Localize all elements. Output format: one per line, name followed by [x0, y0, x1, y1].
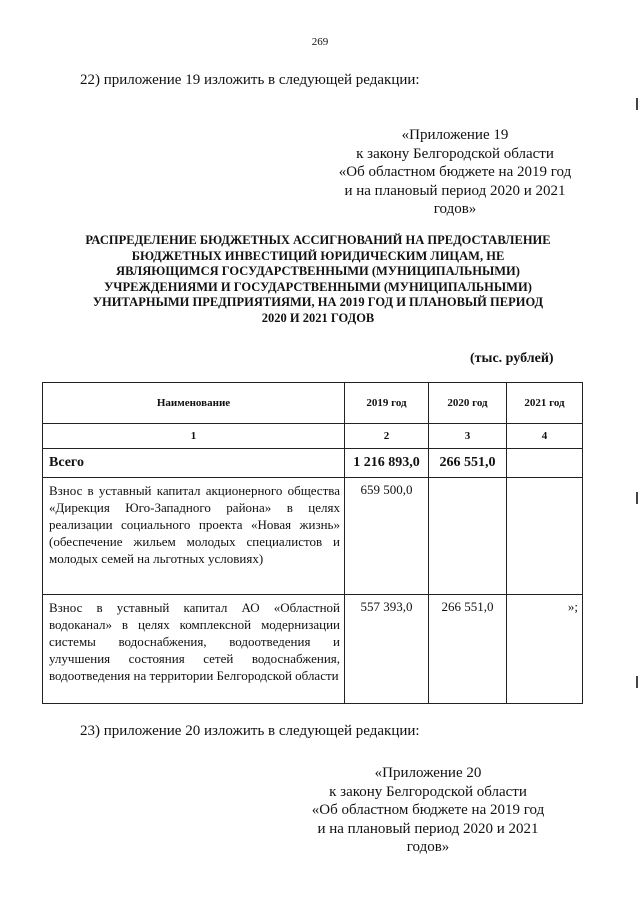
units-label: (тыс. рублей)	[470, 351, 554, 366]
scan-edge-mark	[636, 98, 638, 110]
row-description: Взнос в уставный капитал акционерного общества «Дирекция Юго-Западного района» в целях реализации социального проекта «Новая жизнь» (обеспечение жильем молодых специалистов и молодых семей на льготных условиях)	[43, 478, 345, 595]
table-header-row	[43, 383, 583, 424]
item-22-text: 22) приложение 19 изложить в следующей редакции:	[80, 72, 420, 88]
row-value-2021: »;	[507, 595, 583, 704]
appendix-20-line: «Приложение 20	[374, 765, 482, 781]
table-row	[43, 478, 583, 595]
heading-line: БЮДЖЕТНЫХ ИНВЕСТИЦИЙ ЮРИДИЧЕСКИМ ЛИЦАМ, НЕ	[131, 248, 505, 263]
appendix-20-line: «Об областном бюджете на 2019 год	[311, 802, 545, 818]
total-2019: 1 216 893,0	[345, 449, 429, 478]
total-row	[43, 449, 583, 478]
column-number: 3	[429, 424, 507, 449]
heading-line: 2020 И 2021 ГОДОВ	[261, 310, 375, 325]
column-header-2019: 2019 год	[345, 383, 429, 424]
scan-edge-mark	[636, 492, 638, 504]
heading-line: РАСПРЕДЕЛЕНИЕ БЮДЖЕТНЫХ АССИГНОВАНИЙ НА ПРЕДОСТАВЛЕНИЕ	[85, 233, 551, 247]
column-number: 2	[345, 424, 429, 449]
page-number: 269	[311, 36, 329, 48]
row-value-2020	[429, 478, 507, 595]
appendix-19-line: к закону Белгородской области	[356, 145, 554, 162]
appendix-20-caption	[300, 764, 556, 857]
table-row	[43, 595, 583, 704]
total-2021	[507, 449, 583, 478]
document-heading	[58, 233, 578, 327]
row-value-2021	[507, 478, 583, 595]
column-header-2020: 2020 год	[429, 383, 507, 424]
column-header-name: Наименование	[43, 383, 345, 424]
appropriations-table	[42, 382, 583, 704]
column-number: 4	[507, 424, 583, 449]
appendix-19-line: годов»	[433, 201, 477, 217]
appendix-19-line: и на плановый период 2020 и 2021	[344, 182, 566, 199]
column-number-row	[43, 424, 583, 449]
total-2020: 266 551,0	[429, 449, 507, 478]
total-label: Всего	[43, 449, 345, 478]
item-23-text: 23) приложение 20 изложить в следующей редакции:	[80, 723, 420, 739]
heading-line: ЯВЛЯЮЩИМСЯ ГОСУДАРСТВЕННЫМИ (МУНИЦИПАЛЬНЫМИ)	[116, 264, 520, 279]
appendix-20-line: к закону Белгородской области	[329, 783, 527, 800]
column-number: 1	[43, 424, 345, 449]
scan-edge-mark	[636, 676, 638, 688]
appendix-19-line: «Приложение 19	[401, 127, 509, 143]
heading-line: УНИТАРНЫМИ ПРЕДПРИЯТИЯМИ, НА 2019 ГОД И ПЛАНОВЫЙ ПЕРИОД	[92, 295, 544, 310]
row-value-2020: 266 551,0	[429, 595, 507, 704]
row-description: Взнос в уставный капитал АО «Областной водоканал» в целях комплексной модернизации системы водоснабжения, водоотведения и улучшения состояния сетей водоснабжения, водоотведения на территории Белгородской области	[43, 595, 345, 704]
row-value-2019: 557 393,0	[345, 595, 429, 704]
column-header-2021: 2021 год	[507, 383, 583, 424]
heading-line: УЧРЕЖДЕНИЯМИ И ГОСУДАРСТВЕННЫМИ (МУНИЦИПАЛЬНЫМИ)	[104, 279, 532, 294]
row-value-2019: 659 500,0	[345, 478, 429, 595]
appendix-19-line: «Об областном бюджете на 2019 год	[338, 164, 572, 180]
appendix-19-caption	[330, 126, 580, 219]
appendix-20-line: и на плановый период 2020 и 2021 годов»	[317, 820, 539, 855]
